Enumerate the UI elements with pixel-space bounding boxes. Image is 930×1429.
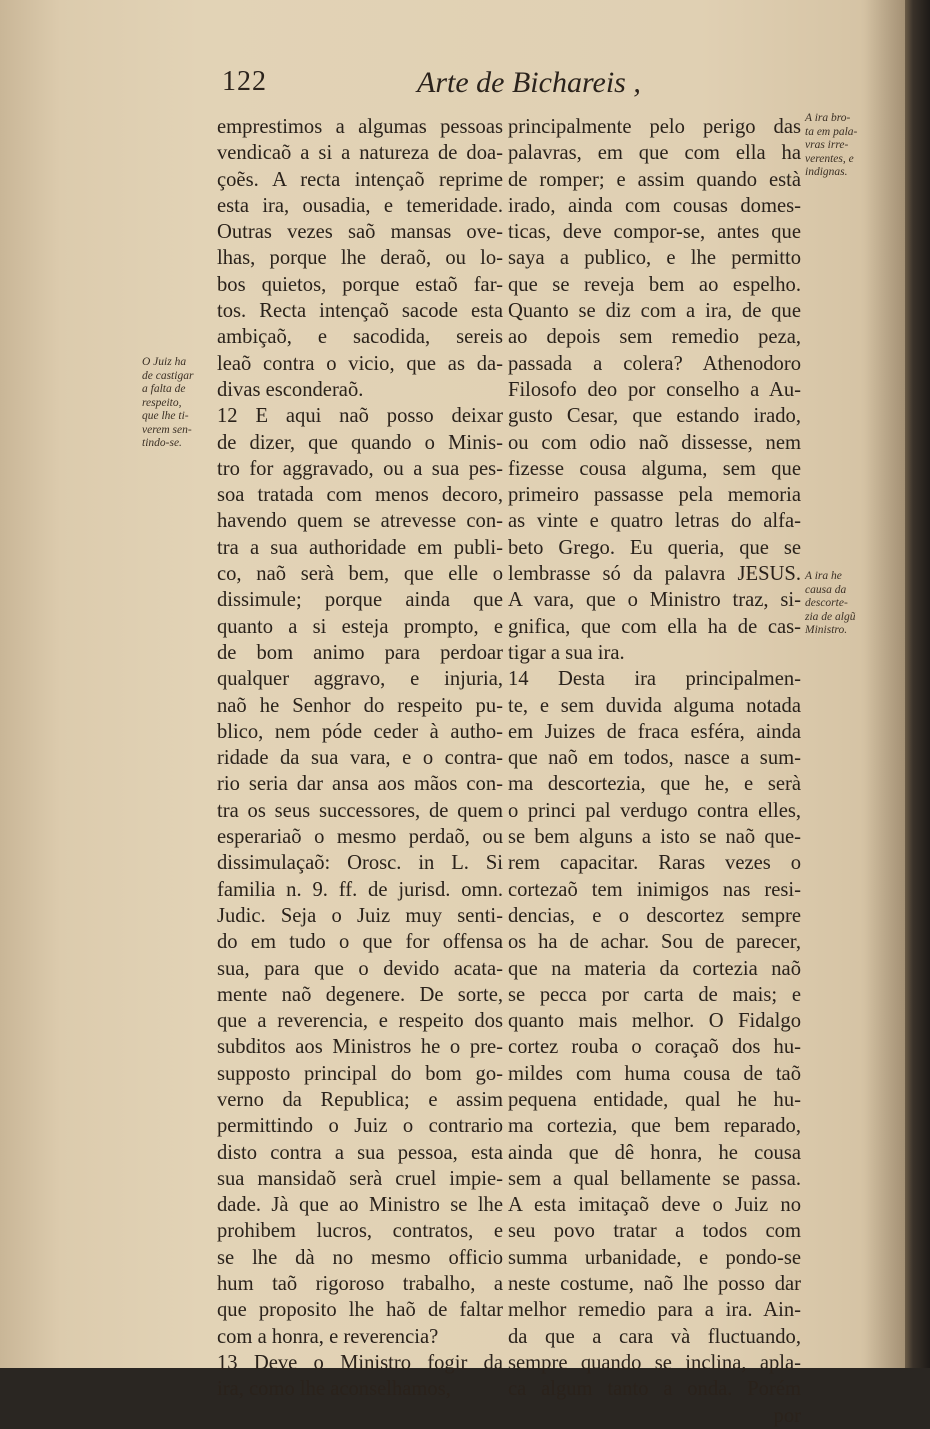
running-header: [222, 66, 642, 106]
margin-note-line: O Juiz ha: [142, 356, 187, 368]
text-line: subditos aos Ministros he o pre-: [217, 1036, 503, 1059]
text-line: 14 Desta ira principalmen-: [508, 668, 801, 691]
margin-note-right-top: [805, 112, 877, 180]
text-line: soa tratada com menos decoro,: [217, 484, 503, 507]
text-line: te, e sem duvida alguma notada: [508, 694, 801, 717]
text-line: leaõ contra o vicio, que as da-: [217, 352, 503, 375]
text-line: ainda que dê honra, he cousa: [508, 1141, 801, 1164]
text-column-right: [508, 114, 801, 1429]
text-line: se lhe dà no mesmo officio: [217, 1246, 503, 1269]
text-line: que proposito lhe haõ de faltar: [217, 1299, 503, 1322]
text-line: Quanto se diz com a ira, de que: [508, 300, 801, 323]
text-line: co, naõ serà bem, que elle o: [217, 563, 503, 586]
text-line: bos quietos, porque estaõ far-: [217, 273, 503, 296]
text-line: çoẽs. A recta intençaõ reprime: [217, 168, 503, 191]
margin-note-line: Ministro.: [805, 624, 848, 636]
margin-note-line: zia de algũ: [805, 610, 856, 623]
text-line: quanto mais melhor. O Fidalgo: [508, 1010, 801, 1033]
text-line: tos. Recta intençaõ sacode esta: [217, 300, 503, 323]
text-line: lembrasse só da palavra JESUS.: [508, 563, 801, 586]
text-line: fizesse cousa alguma, sem que: [508, 457, 801, 480]
text-line: dade. Jà que ao Ministro se lhe: [217, 1194, 503, 1217]
text-line: melhor remedio para a ira. Ain-: [508, 1299, 801, 1322]
text-line: naõ he Senhor do respeito pu-: [217, 694, 503, 717]
text-line: ticas, deve compor-se, antes que: [508, 221, 801, 244]
text-line: por: [773, 1404, 801, 1427]
margin-note-line: A ira he: [805, 570, 842, 582]
text-line: rem capacitar. Raras vezes o: [508, 852, 801, 875]
text-line: da que a cara và fluctuando,: [508, 1325, 801, 1348]
text-line: Outras vezes saõ mansas ove-: [217, 221, 503, 244]
text-line: se bem alguns a isto se naõ que-: [508, 826, 801, 849]
text-line: que naõ em todos, nasce a sum-: [508, 747, 801, 770]
text-line: esperariaõ o mesmo perdaõ, ou: [217, 826, 503, 849]
text-line: rio seria dar ansa aos mãos con-: [217, 773, 503, 796]
text-line: ma descortezia, que he, e serà: [508, 773, 801, 796]
running-title: Arte de Bichareis ,: [417, 66, 641, 99]
text-line: dissimule; porque ainda que: [217, 589, 503, 612]
facing-page-edge: [905, 0, 930, 1368]
margin-note-line: vras irre-: [805, 139, 849, 151]
text-line: que a reverencia, e respeito dos: [217, 1010, 503, 1033]
text-line: mente naõ degenere. De sorte,: [217, 983, 503, 1006]
text-line: as vinte e quatro letras do alfa-: [508, 510, 801, 533]
text-line: ira, como lhe aconselhamos,: [217, 1378, 451, 1401]
text-line: A vara, que o Ministro traz, si-: [508, 589, 801, 612]
text-line: tra a sua authoridade em publi-: [217, 536, 503, 559]
text-line: vendicaõ a si a natureza de doa-: [217, 142, 503, 165]
margin-note-line: ta em pala-: [805, 125, 858, 138]
text-line: neste costume, naõ lhe posso dar: [508, 1273, 801, 1296]
margin-note-line: a falta de: [142, 383, 186, 395]
text-line: com a honra, e reverencia?: [217, 1325, 439, 1348]
text-line: tigar a sua ira.: [508, 641, 625, 664]
margin-note-left: [142, 356, 210, 451]
text-line: familia n. 9. ff. de jurisd. omn.: [217, 878, 503, 901]
text-column-left: [217, 114, 503, 1403]
page-fold-shadow: [865, 0, 905, 1368]
text-line: ao depois sem remedio peza,: [508, 326, 801, 349]
text-line: dissimulaçaõ: Orosc. in L. Si: [217, 852, 503, 875]
text-line: sua, para que o devido acata-: [217, 957, 503, 980]
margin-note-line: que lhe ti-: [142, 410, 189, 422]
text-line: prohibem lucros, contratos, e: [217, 1220, 503, 1243]
text-line: blico, nem póde ceder à autho-: [217, 720, 503, 743]
text-line: palavras, em que com ella ha: [508, 142, 801, 165]
text-line: lhas, porque lhe deraõ, ou lo-: [217, 247, 503, 270]
margin-note-line: indignas.: [805, 166, 848, 178]
text-line: gnifica, que com ella ha de cas-: [508, 615, 801, 638]
text-line: divas esconderaõ.: [217, 378, 364, 401]
margin-note-line: verem sen-: [142, 423, 192, 436]
text-line: do em tudo o que for offensa: [217, 931, 503, 954]
text-line: verno da Republica; e assim: [217, 1088, 503, 1111]
text-line: permittindo o Juiz o contrario: [217, 1115, 503, 1138]
text-line: ma cortezia, que bem reparado,: [508, 1115, 801, 1138]
text-line: irado, ainda com cousas domes-: [508, 194, 801, 217]
text-line: tra os seus successores, de quem: [217, 799, 503, 822]
text-line: ambiçaõ, e sacodida, sereis: [217, 326, 503, 349]
margin-note-line: descorte-: [805, 597, 848, 609]
text-line: sua mansidaõ serà cruel impie-: [217, 1167, 503, 1190]
text-line: sem a qual bellamente se passa.: [508, 1167, 801, 1190]
text-line: gusto Cesar, que estando irado,: [508, 405, 801, 428]
margin-note-line: verentes, e: [805, 152, 854, 165]
text-line: hum taõ rigoroso trabalho, a: [217, 1273, 503, 1296]
text-line: se pecca por carta de mais; e: [508, 983, 801, 1006]
text-line: que na materia da cortezia naõ: [508, 957, 801, 980]
margin-note-line: A ira bro-: [805, 112, 851, 124]
page-number: 122: [222, 66, 267, 97]
text-line: primeiro passasse pela memoria: [508, 484, 801, 507]
margin-note-line: causa da: [805, 583, 847, 596]
text-line: sempre quando se inclina, apla-: [508, 1351, 801, 1374]
text-line: principalmente pelo perigo das: [508, 116, 801, 138]
margin-note-right-bottom: [805, 570, 877, 638]
text-line: em Juizes de fraca esféra, ainda: [508, 720, 801, 743]
text-line: qualquer aggravo, e injuria,: [217, 668, 503, 691]
text-line: esta ira, ousadia, e temeridade.: [217, 194, 503, 217]
text-line: passada a colera? Athenodoro: [508, 352, 801, 375]
text-line: 12 E aqui naõ posso deixar: [217, 405, 503, 428]
text-line: os ha de achar. Sou de parecer,: [508, 931, 801, 954]
text-line: que se reveja bem ao espelho.: [508, 273, 801, 296]
text-line: summa urbanidade, e pondo-se: [508, 1246, 801, 1269]
text-line: quanto a si esteja prompto, e: [217, 615, 503, 638]
text-line: disto contra a sua pessoa, esta: [217, 1141, 503, 1164]
text-line: ridade da sua vara, e o contra-: [217, 747, 503, 770]
text-line: Filosofo deo por conselho a Au-: [508, 378, 801, 401]
text-line: saya a publico, e lhe permitto: [508, 247, 801, 270]
text-line: 13 Deve o Ministro fogir da: [217, 1351, 503, 1374]
text-line: beto Grego. Eu queria, que se: [508, 536, 801, 559]
text-line: cortezaõ tem inimigos nas resi-: [508, 878, 801, 901]
text-line: de romper; e assim quando està: [508, 168, 801, 191]
text-line: dencias, e o descortez sempre: [508, 904, 801, 927]
text-line: mildes com huma cousa de taõ: [508, 1062, 801, 1085]
text-line: havendo quem se atrevesse con-: [217, 510, 503, 533]
text-line: A esta imitaçaõ deve o Juiz no: [508, 1194, 801, 1217]
text-line: tro for aggravado, ou a sua pes-: [217, 457, 503, 480]
text-line: emprestimos a algumas pessoas: [217, 116, 503, 138]
text-line: cortez rouba o coraçaõ dos hu-: [508, 1036, 801, 1059]
text-line: seu povo tratar a todos com: [508, 1220, 801, 1243]
text-line: Judic. Seja o Juiz muy senti-: [217, 904, 503, 927]
text-line: de bom animo para perdoar: [217, 641, 503, 664]
margin-note-line: tindo-se.: [142, 437, 182, 449]
margin-note-line: de castigar: [142, 369, 194, 382]
text-line: ou com odio naõ dissesse, nem: [508, 431, 801, 454]
text-line: pequena entidade, qual he hu-: [508, 1088, 801, 1111]
text-line: de dizer, que quando o Minis-: [217, 431, 503, 454]
text-line: o princi pal verdugo contra elles,: [508, 799, 801, 822]
text-line: ca algum tanto a onda. Porém: [508, 1378, 801, 1401]
margin-note-line: respeito,: [142, 396, 182, 409]
text-line: supposto principal do bom go-: [217, 1062, 503, 1085]
